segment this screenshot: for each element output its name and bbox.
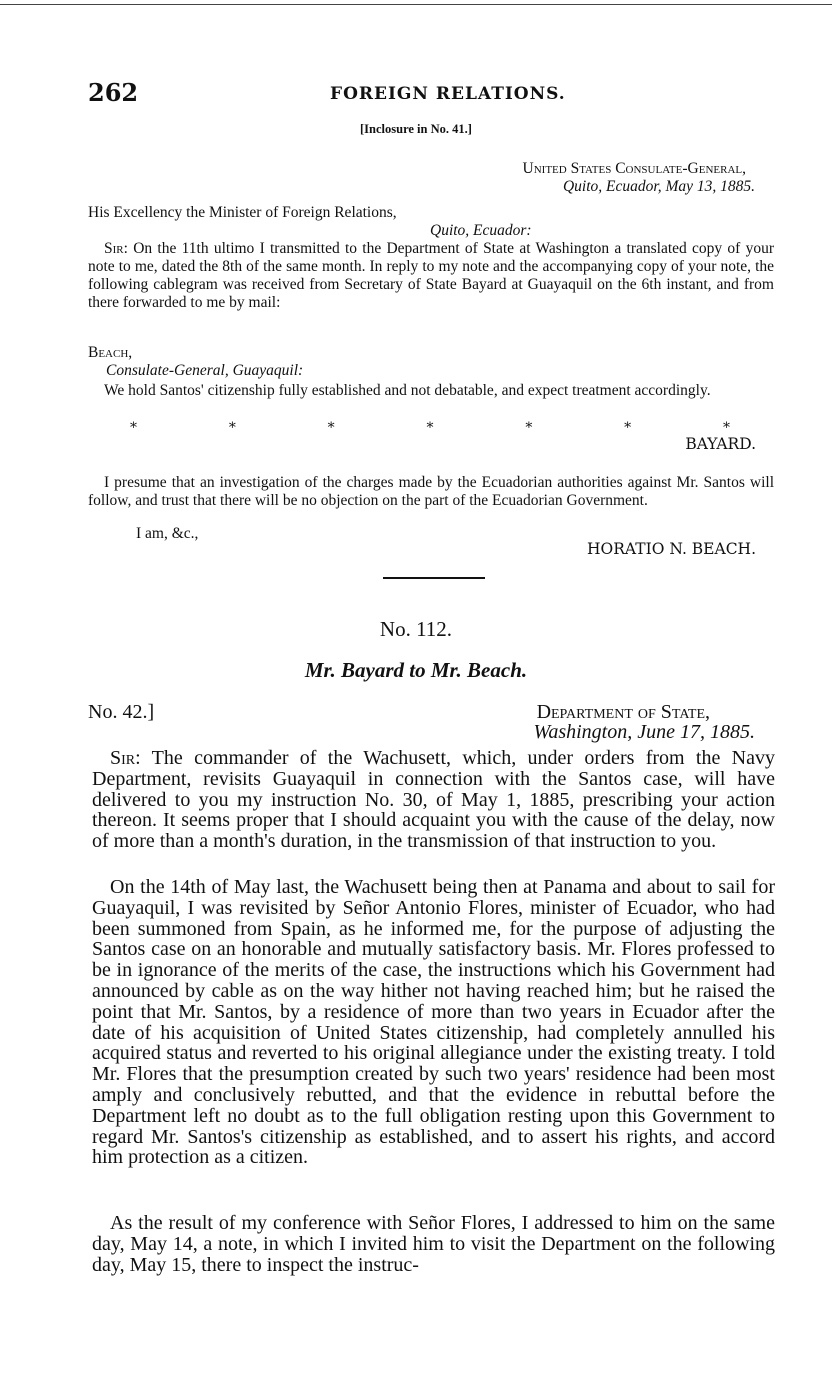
sender-place-date: Quito, Ecuador, May 13, 1885. (562, 178, 755, 195)
cable-addressee: Beach, (88, 344, 133, 361)
department-line: Department of State, (536, 701, 710, 723)
letter-salutation: Sir: (110, 747, 141, 769)
paragraph-3-text: As the result of my conference with Señor Flores, I addressed to him on the same day, May 14, a note, in which I invited him to visit the Department on the following day, May 15, there to inspect the instruc- (92, 1212, 775, 1276)
star: * (624, 420, 632, 436)
document-number: No. 112. (379, 617, 453, 641)
star: * (525, 420, 533, 436)
inclosure-body-text: On the 11th ultimo I transmitted to the Department of State at Washington a translated copy of your note to me, dated the 8th of the same month. In reply to my note and the accompanying copy of your note, the following cablegram was received from Secretary of State Bayard at Guayaquil on the 6th instant, and from there forwarded to me by mail: (88, 240, 775, 311)
star: * (228, 420, 236, 436)
cable-signature: BAYARD. (685, 435, 756, 453)
ellipsis-stars (130, 420, 730, 436)
addressee-line: His Excellency the Minister of Foreign Relations, (88, 204, 397, 221)
paragraph-1 (92, 748, 775, 852)
page-header (88, 78, 768, 112)
star: * (722, 420, 730, 436)
document-title: Mr. Bayard to Mr. Beach. (304, 658, 528, 682)
page-number: 262 (88, 78, 139, 107)
top-rule (0, 4, 832, 5)
section-divider (383, 577, 485, 579)
place-date-line: Washington, June 17, 1885. (533, 721, 755, 743)
inclosure-body (88, 240, 774, 312)
paragraph-3 (92, 1213, 775, 1275)
running-head: FOREIGN RELATIONS. (330, 84, 566, 104)
inclosure-closing-paragraph (88, 474, 774, 510)
cable-office: Consulate-General, Guayaquil: (106, 362, 304, 379)
inclosure-signature: HORATIO N. BEACH. (587, 540, 756, 558)
inclosure-salutation: Sir: (104, 240, 128, 257)
closing-phrase: I am, &c., (136, 525, 199, 542)
paragraph-2-text: On the 14th of May last, the Wachusett being then at Panama and about to sail for Guayaquil, I was revisited by Señor Antonio Flores, minister of Ecuador, who had been summoned from Spain, as he informed me, for the purpose of adjusting the Santos case on an honorable and mutually satisfactory basis. Mr. Flores professed to be in ignorance of the merits of the case, the instructions which his Government had announced by cable as on the way hither not having reached him; but he raised the point that Mr. Santos, by a residence of more than two years in Ecuador after the date of his acquisition of United States citizenship, had completely annulled his acquired status and reverted to his original allegiance under the existing treaty. I told Mr. Flores that the presumption created by such two years' residence had been most amply and conclusively rebutted, and that the evidence in rebuttal before the Department left no doubt as to the full obligation resting upon this Government to regard Mr. Santos's citizenship as established, and to assert his rights, and accord him protection as a citizen. (92, 876, 775, 1169)
inclosure-label: [Inclosure in No. 41.] (360, 122, 472, 136)
star: * (130, 420, 137, 436)
closing-paragraph-text: I presume that an investigation of the charges made by the Ecuadorian authorities against Mr. Santos will follow, and trust that there will be no objection on the part of the Ecuadorian Government. (88, 474, 774, 509)
paragraph-1-text: The commander of the Wachusett, which, under orders from the Navy Department, revisits Guayaquil in connection with the Santos case, will have delivered to you my instruction No. 30, of May 1, 1885, prescribing your action thereon. It seems proper that I should acquaint you with the cause of the delay, now of more than a month's duration, in the transmission of that instruction to you. (92, 747, 775, 853)
cable-text: We hold Santos' citizenship fully established and not debatable, and expect treatment accordingly. (104, 382, 711, 399)
star: * (327, 420, 335, 436)
sender-line: United States Consulate-General, (522, 160, 746, 177)
star: * (426, 420, 434, 436)
addressee-place: Quito, Ecuador: (430, 222, 532, 239)
reference-number: No. 42.] (88, 701, 155, 723)
cable-text-block (88, 382, 774, 400)
paragraph-2 (92, 877, 775, 1168)
